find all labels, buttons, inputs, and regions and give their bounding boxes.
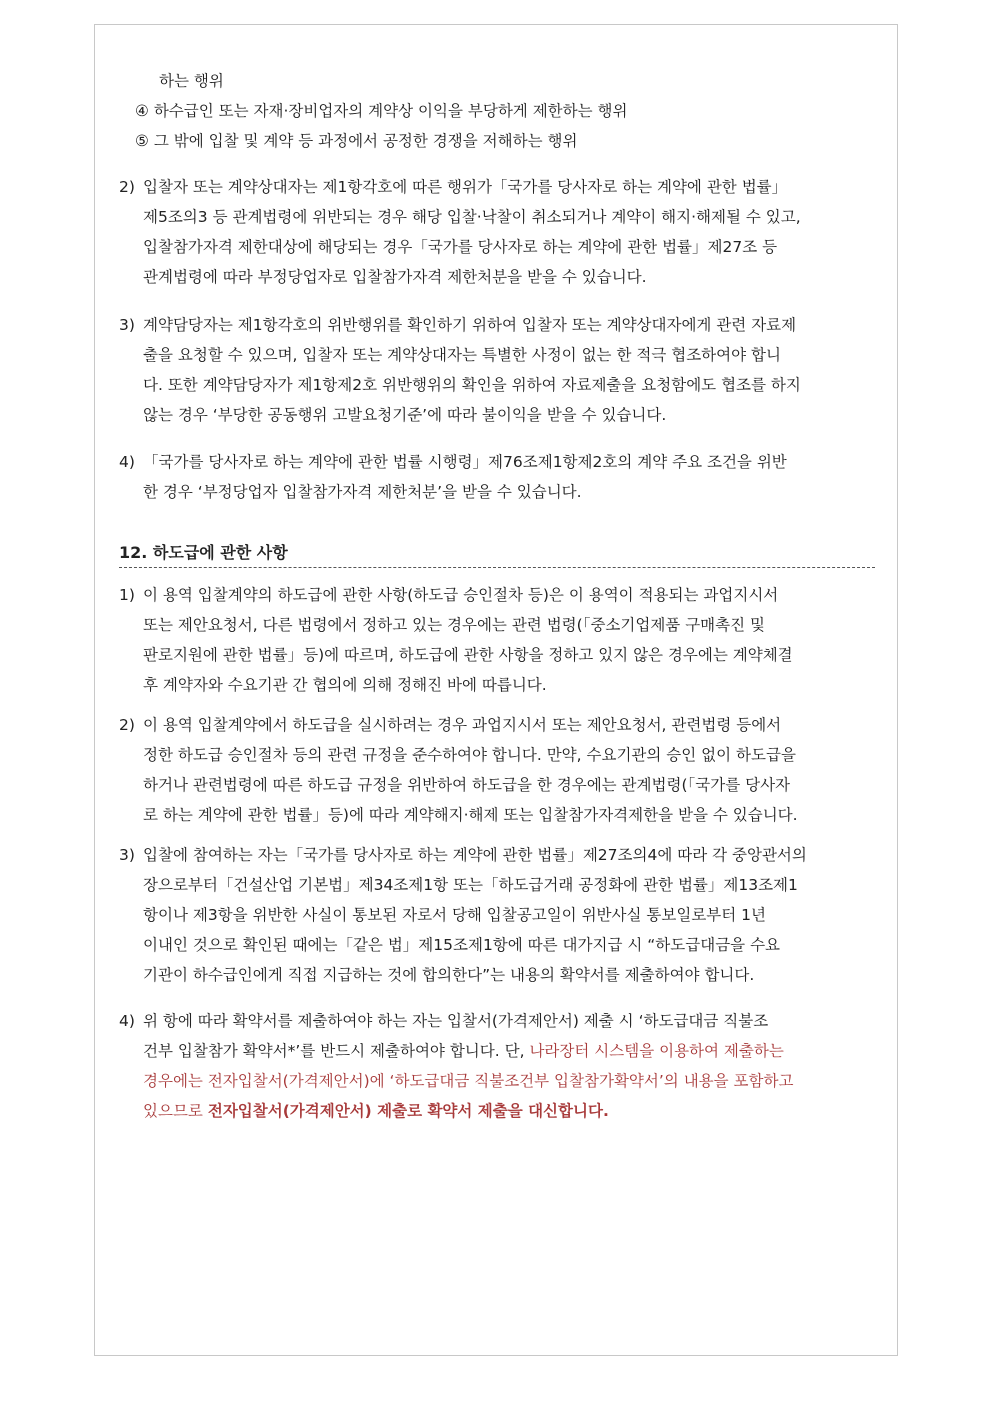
- section-12-item-3-line: 이내인 것으로 확인된 때에는「같은 법」제15조제1항에 따른 대가지급 시 “하도급대금을 수요: [143, 936, 781, 954]
- line-text-red-bold: 전자입찰서(가격제안서) 제출로 확약서 제출을 대신합니다.: [207, 1102, 609, 1120]
- para-4-number: 4): [119, 453, 135, 471]
- para-2-number: 2): [119, 178, 135, 196]
- section-12-item-1-line: 후 계약자와 수요기관 간 협의에 의해 정해진 바에 따릅니다.: [143, 676, 547, 694]
- section-12-item-4-number: 4): [119, 1012, 135, 1030]
- section-12-heading: 12. 하도급에 관한 사항: [119, 543, 288, 562]
- line-text-red: 나라장터 시스템을 이용하여 제출하는: [529, 1042, 784, 1060]
- line-text-red: 있으므로: [143, 1102, 203, 1120]
- para-2-line: 입찰참가자격 제한대상에 해당되는 경우「국가를 당사자로 하는 계약에 관한 법률」제27조 등: [143, 238, 778, 256]
- section-12-item-1-line: 이 용역 입찰계약의 하도급에 관한 사항(하도급 승인절차 등)은 이 용역이 적용되는 과업지시서: [143, 586, 779, 604]
- section-12-item-3-number: 3): [119, 846, 135, 864]
- section-12-item-4-line: [143, 1101, 609, 1121]
- para-4-line: 「국가를 당사자로 하는 계약에 관한 법률 시행령」제76조제1항제2호의 계약 주요 조건을 위반: [143, 453, 787, 471]
- section-12-item-2-line: 하거나 관련법령에 따른 하도급 규정을 위반하여 하도급을 한 경우에는 관계법령(「국가를 당사자: [143, 776, 791, 794]
- line-text-black: 건부 입찰참가 확약서*’를 반드시 제출하여야 합니다. 단,: [143, 1042, 525, 1060]
- section-12-item-2-line: 정한 하도급 승인절차 등의 관련 규정을 준수하여야 합니다. 만약, 수요기관의 승인 없이 하도급을: [143, 746, 796, 764]
- item-5: ⑤ 그 밖에 입찰 및 계약 등 과정에서 공정한 경쟁을 저해하는 행위: [135, 132, 578, 150]
- item-continuation: 하는 행위: [159, 72, 224, 90]
- para-2-line: 제5조의3 등 관계법령에 위반되는 경우 해당 입찰·낙찰이 취소되거나 계약이 해지·해제될 수 있고,: [143, 208, 801, 226]
- section-12-item-1-number: 1): [119, 586, 135, 604]
- item-4: ④ 하수급인 또는 자재·장비업자의 계약상 이익을 부당하게 제한하는 행위: [135, 102, 628, 120]
- para-4-line: 한 경우 ‘부정당업자 입찰참가자격 제한처분’을 받을 수 있습니다.: [143, 483, 582, 501]
- para-3-line: 않는 경우 ‘부당한 공동행위 고발요청기준’에 따라 불이익을 받을 수 있습니다.: [143, 406, 667, 424]
- section-12-item-3-line: 장으로부터「건설산업 기본법」제34조제1항 또는「하도급거래 공정화에 관한 법률」제13조제1: [143, 876, 798, 894]
- para-3-line: 다. 또한 계약담당자가 제1항제2호 위반행위의 확인을 위하여 자료제출을 요청함에도 협조를 하지: [143, 376, 801, 394]
- section-12-item-3-line: 기관이 하수급인에게 직접 지급하는 것에 합의한다”는 내용의 확약서를 제출하여야 합니다.: [143, 966, 755, 984]
- section-divider: [119, 567, 875, 568]
- para-2-line: 입찰자 또는 계약상대자는 제1항각호에 따른 행위가「국가를 당사자로 하는 계약에 관한 법률」: [143, 178, 788, 196]
- document-page: [94, 24, 898, 1356]
- para-2-line: 관계법령에 따라 부정당업자로 입찰참가자격 제한처분을 받을 수 있습니다.: [143, 268, 647, 286]
- section-12-item-3-line: 입찰에 참여하는 자는「국가를 당사자로 하는 계약에 관한 법률」제27조의4에 따라 각 중앙관서의: [143, 846, 807, 864]
- section-12-item-1-line: 또는 제안요청서, 다른 법령에서 정하고 있는 경우에는 관련 법령(「중소기업제품 구매촉진 및: [143, 616, 765, 634]
- section-12-item-3-line: 항이나 제3항을 위반한 사실이 통보된 자로서 당해 입찰공고일이 위반사실 통보일로부터 1년: [143, 906, 766, 924]
- section-12-item-2-line: 이 용역 입찰계약에서 하도급을 실시하려는 경우 과업지시서 또는 제안요청서, 관련법령 등에서: [143, 716, 782, 734]
- para-3-line: 출을 요청할 수 있으며, 입찰자 또는 계약상대자는 특별한 사정이 없는 한 적극 협조하여야 합니: [143, 346, 781, 364]
- section-12-item-4-line: [143, 1041, 784, 1061]
- para-3-number: 3): [119, 316, 135, 334]
- section-12-item-1-line: 판로지원에 관한 법률」등)에 따르며, 하도급에 관한 사항을 정하고 있지 않은 경우에는 계약체결: [143, 646, 793, 664]
- section-12-item-2-line: 로 하는 계약에 관한 법률」등)에 따라 계약해지·해제 또는 입찰참가자격제한을 받을 수 있습니다.: [143, 806, 798, 824]
- section-12-item-4-line-red: 경우에는 전자입찰서(가격제안서)에 ‘하도급대금 직불조건부 입찰참가확약서’의 내용을 포함하고: [143, 1072, 794, 1090]
- para-3-line: 계약담당자는 제1항각호의 위반행위를 확인하기 위하여 입찰자 또는 계약상대자에게 관련 자료제: [143, 316, 797, 334]
- section-12-item-4-line: 위 항에 따라 확약서를 제출하여야 하는 자는 입찰서(가격제안서) 제출 시 ‘하도급대금 직불조: [143, 1012, 769, 1030]
- section-12-item-2-number: 2): [119, 716, 135, 734]
